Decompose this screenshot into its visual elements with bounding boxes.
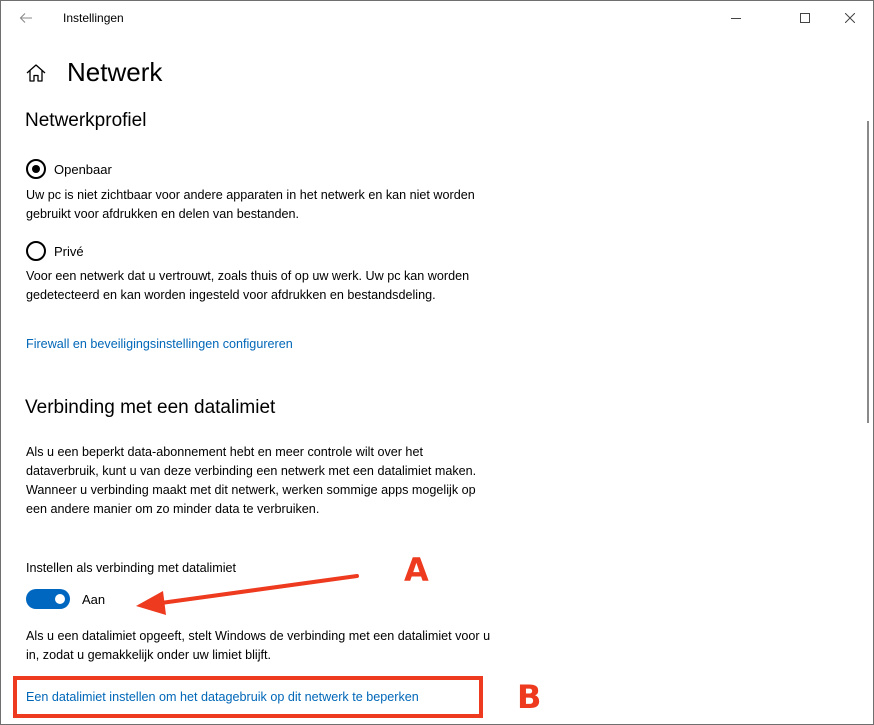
firewall-settings-link[interactable]: Firewall en beveiligingsinstellingen configureren [26,337,293,351]
set-data-limit-link[interactable]: Een datalimiet instellen om het datagebruik op dit netwerk te beperken [26,690,419,704]
metered-toggle-state: Aan [82,591,106,607]
metered-toggle-label: Instellen als verbinding met datalimiet [26,561,237,575]
window-title: Instellingen [63,11,124,25]
annotation-label-b: B [517,678,542,716]
radio-public-label: Openbaar [54,161,112,177]
page-title: Netwerk [67,57,163,87]
metered-description: Als u een beperkt data-abonnement hebt en meer controle wilt over het dataverbruik, kunt u van deze verbinding een netwerk met een datalimiet maken. Wanneer u verbinding maakt met dit netwerk, werken sommige apps mogelijk op een andere manier om zo minder data te verbruiken. [26,445,477,516]
annotation-label-a: A [404,551,429,589]
data-limit-description: Als u een datalimiet opgeeft, stelt Windows de verbinding met een datalimiet voor u in, zodat u gemakkelijk onder uw limiet blijft. [26,629,491,662]
metered-connection-heading: Verbinding met een datalimiet [25,397,276,418]
public-description: Uw pc is niet zichtbaar voor andere apparaten in het netwerk en kan niet worden gebruikt voor afdrukken en delen van bestanden. [26,188,475,221]
annotation-box-b [13,676,483,718]
annotation-arrow [1,1,874,725]
private-description: Voor een netwerk dat u vertrouwt, zoals thuis of op uw werk. Uw pc kan worden gedetecteerd en kan worden ingesteld voor afdrukken en bestandsdeling. [26,269,470,302]
radio-private-label: Privé [54,243,84,259]
network-profile-heading: Netwerkprofiel [25,110,147,131]
